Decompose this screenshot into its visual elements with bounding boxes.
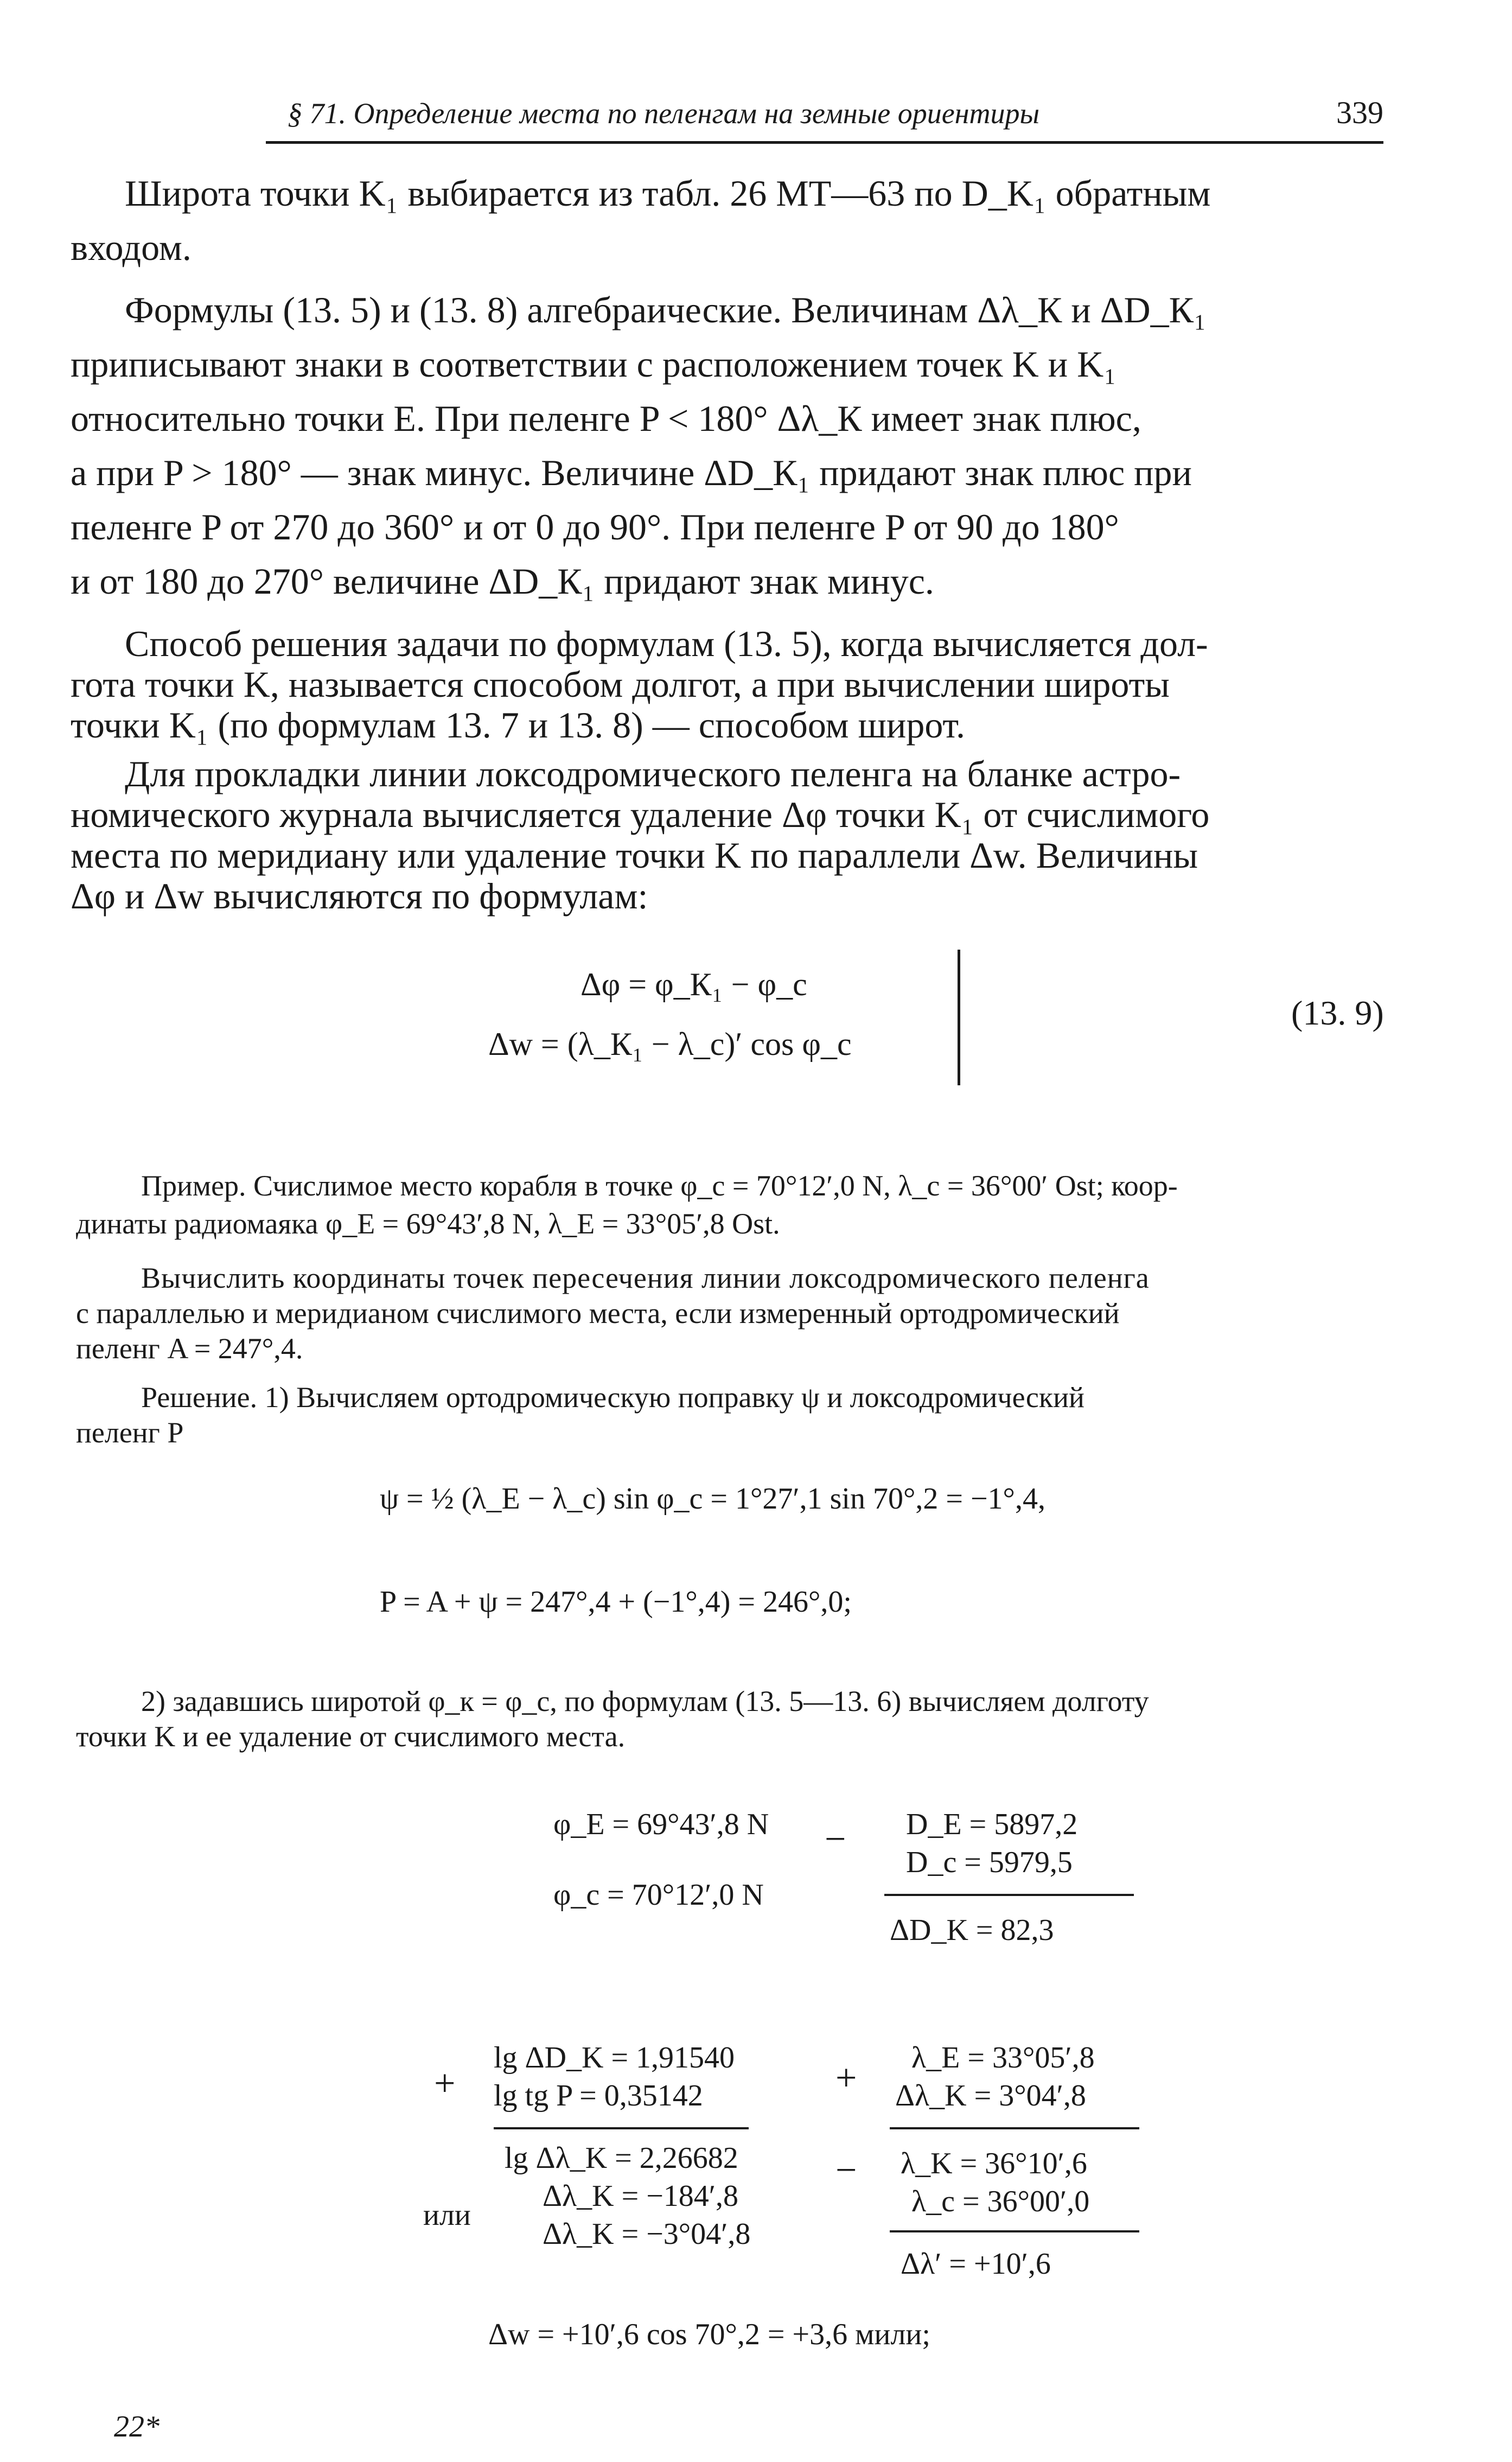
calc-right: Δλ_K = 3°04′,8: [895, 2079, 1086, 2113]
calc-right: λ_c = 36°00′,0: [911, 2185, 1090, 2218]
example-line: пеленг A = 247°,4.: [76, 1332, 303, 1365]
calc-left: φ_E = 69°43′,8 N: [553, 1808, 769, 1841]
calc-divider: [884, 1894, 1134, 1896]
calc-right: D_E = 5897,2: [906, 1808, 1078, 1841]
text-line: места по меридиану или удаление точки K по параллели Δw. Величины: [71, 835, 1198, 876]
psi-formula: ψ = ½ (λ_E − λ_c) sin φ_c = 1°27′,1 sin 70°,2 = −1°,4,: [380, 1482, 1045, 1516]
step-line: точки K и ее удаление от счислимого места.: [76, 1720, 626, 1753]
final-line: Δw = +10′,6 cos 70°,2 = +3,6 мили;: [488, 2318, 930, 2351]
calc-left: lg Δλ_K = 2,26682: [505, 2141, 738, 2175]
calc-left: lg ΔD_K = 1,91540: [494, 2041, 735, 2075]
text-line: а при P > 180° — знак минус. Величине ΔD_К₁ придают знак плюс при: [71, 452, 1192, 493]
text-line: Способ решения задачи по формулам (13. 5), когда вычисляется дол-: [125, 623, 1208, 664]
calc-op: −: [825, 1818, 846, 1860]
calc-left: φ_c = 70°12′,0 N: [553, 1878, 764, 1912]
calc-right: λ_K = 36°10′,6: [901, 2147, 1087, 2180]
calc-left: Δλ_K = −184′,8: [543, 2179, 739, 2213]
text-line: номического журнала вычисляется удаление Δφ точки K₁ от счислимого: [71, 794, 1210, 835]
signature-mark: 22*: [114, 2410, 160, 2444]
text-line: приписывают знаки в соответствии с расположением точек K и K₁: [71, 343, 1117, 385]
formula-line: Δφ = φ_К₁ − φ_c: [580, 966, 807, 1002]
text-line: Δφ и Δw вычисляются по формулам:: [71, 875, 648, 917]
p-formula: P = A + ψ = 247°,4 + (−1°,4) = 246°,0;: [380, 1585, 852, 1619]
calc-divider: [890, 2127, 1139, 2129]
calc-result: Δλ′ = +10′,6: [901, 2247, 1051, 2281]
formula-brace: [947, 950, 960, 1085]
formula-number: (13. 9): [1291, 994, 1384, 1032]
calc-op: −: [835, 2149, 857, 2191]
text-line: и от 180 до 270° величине ΔD_К₁ придают знак минус.: [71, 561, 934, 602]
calc-left: Δλ_K = −3°04′,8: [543, 2217, 751, 2251]
calc-left: lg tg P = 0,35142: [494, 2079, 703, 2113]
example-line: с параллелью и меридианом счислимого места, если измеренный ортодромический: [76, 1297, 1120, 1329]
text-line: входом.: [71, 227, 192, 268]
example-line: Пример. Счислимое место корабля в точке φ_c = 70°12′,0 N, λ_c = 36°00′ Ost; коор-: [141, 1169, 1178, 1202]
text-line: точки K₁ (по формулам 13. 7 и 13. 8) — способом широт.: [71, 704, 966, 746]
calc-right: λ_E = 33°05′,8: [911, 2041, 1095, 2075]
example-line: Вычислить координаты точек пересечения линии локсодромического пеленга: [141, 1262, 1150, 1294]
example-line: пеленг P: [76, 1416, 184, 1449]
calc-result: ΔD_K = 82,3: [890, 1913, 1054, 1947]
or-label: или: [423, 2198, 471, 2232]
page-number: 339: [1336, 95, 1383, 130]
page-header: [266, 87, 1383, 144]
text-line: гота точки K, называется способом долгот, а при вычислении широты: [71, 664, 1170, 705]
step-line: 2) задавшись широтой φ_к = φ_c, по формулам (13. 5—13. 6) вычисляем долготу: [141, 1685, 1149, 1717]
text-line: Формулы (13. 5) и (13. 8) алгебраические. Величинам Δλ_К и ΔD_К₁: [125, 289, 1207, 330]
text-line: Широта точки K₁ выбирается из табл. 26 МТ—63 по D_K₁ обратным: [125, 173, 1211, 214]
example-line: динаты радиомаяка φ_E = 69°43′,8 N, λ_E = 33°05′,8 Ost.: [76, 1207, 780, 1240]
calc-divider: [494, 2127, 749, 2129]
formula-line: Δw = (λ_К₁ − λ_c)′ cos φ_c: [488, 1026, 852, 1062]
text-line: Для прокладки линии локсодромического пеленга на бланке астро-: [125, 753, 1181, 794]
calc-op: +: [835, 2057, 857, 2099]
calc-op: +: [434, 2063, 456, 2104]
example-line: Решение. 1) Вычисляем ортодромическую поправку ψ и локсодромический: [141, 1381, 1084, 1414]
calc-divider: [890, 2230, 1139, 2232]
text-line: пеленге P от 270 до 360° и от 0 до 90°. При пеленге P от 90 до 180°: [71, 506, 1119, 548]
section-title: § 71. Определение места по пеленгам на земные ориентиры: [288, 97, 1040, 130]
text-line: относительно точки E. При пеленге P < 180° Δλ_К имеет знак плюс,: [71, 398, 1141, 439]
calc-right: D_c = 5979,5: [906, 1846, 1073, 1879]
